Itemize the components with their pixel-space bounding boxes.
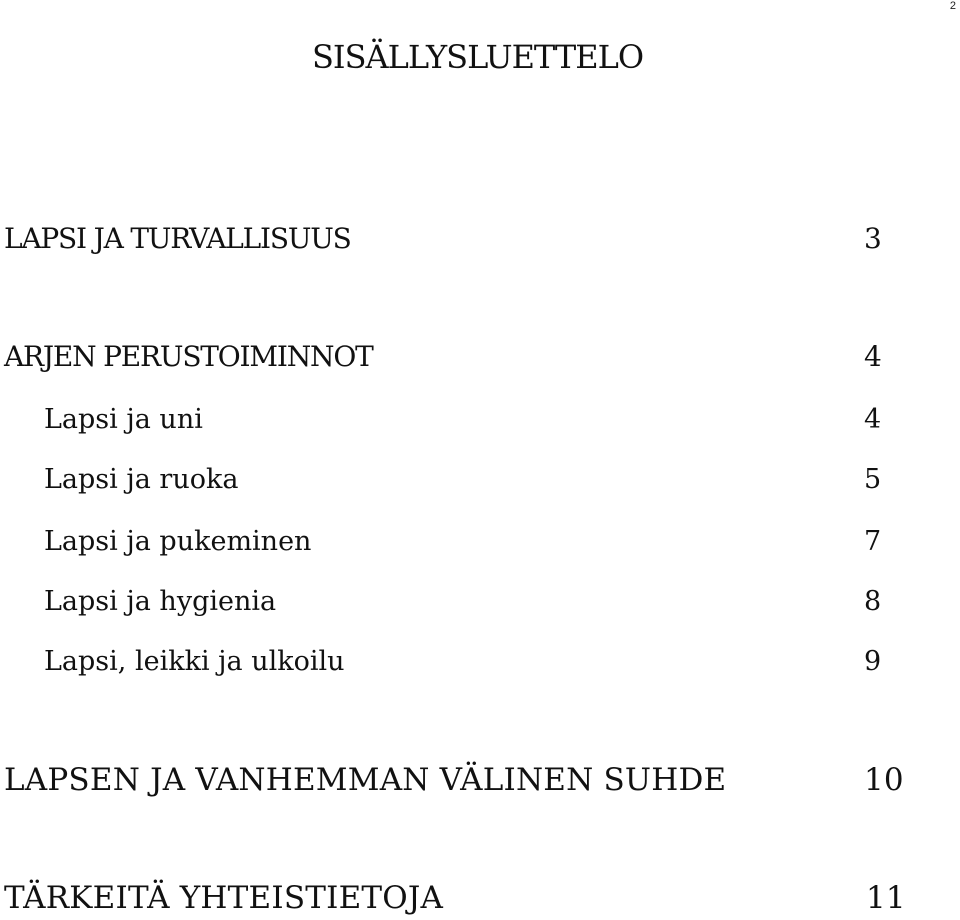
toc-entry-page: 3 (864, 222, 881, 255)
toc-title: SISÄLLYSLUETTELO (312, 38, 644, 76)
toc-entry-label: Lapsi ja uni (44, 404, 203, 435)
toc-entry-page: 4 (864, 404, 882, 435)
toc-entry-page: 10 (864, 762, 904, 798)
toc-entry-page: 11 (866, 880, 906, 916)
toc-entry-label: ARJEN PERUSTOIMINNOT (4, 340, 373, 373)
toc-entry-label: Lapsi ja pukeminen (44, 526, 312, 557)
toc-entry-page: 4 (864, 340, 881, 373)
toc-entry-label: Lapsi ja hygienia (44, 586, 277, 617)
page-number: 2 (949, 0, 956, 12)
toc-entry-label: LAPSEN JA VANHEMMAN VÄLINEN SUHDE (4, 762, 727, 798)
toc-entry-page: 5 (864, 464, 882, 495)
toc-entry-page: 7 (864, 526, 882, 557)
toc-entry-label: Lapsi ja ruoka (44, 464, 239, 495)
toc-entry-label: Lapsi, leikki ja ulkoilu (44, 646, 345, 677)
toc-entry-page: 8 (864, 586, 882, 617)
toc-entry-label: LAPSI JA TURVALLISUUS (4, 222, 351, 255)
toc-entry-label: TÄRKEITÄ YHTEISTIETOJA (4, 880, 444, 916)
toc-entry-page: 9 (864, 646, 882, 677)
